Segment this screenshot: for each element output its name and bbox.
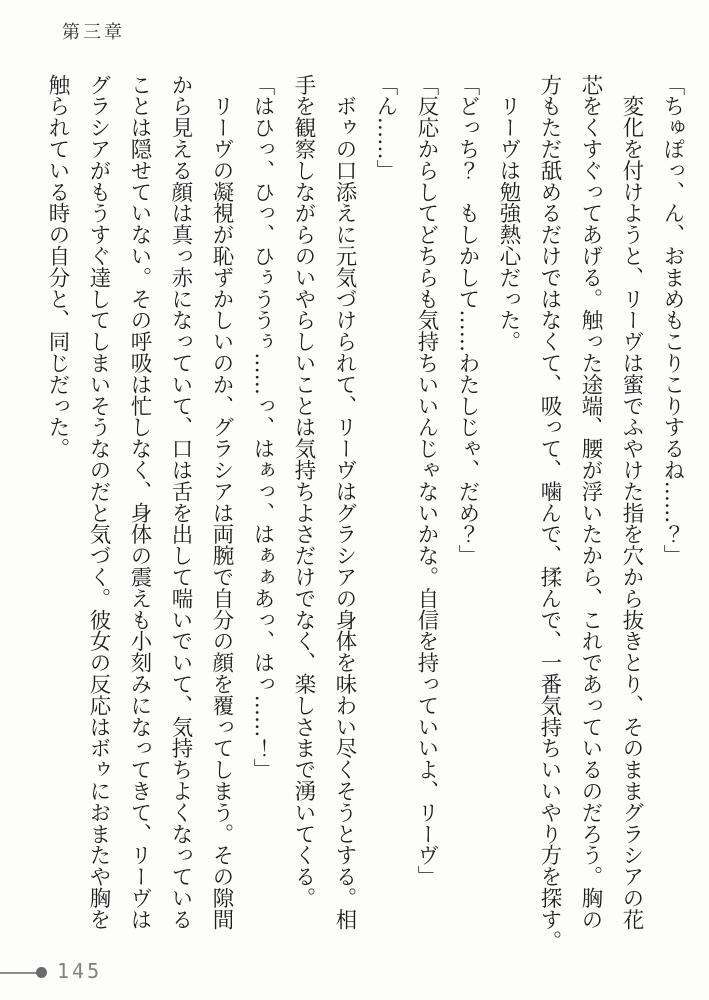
page-number: 145 (57, 959, 103, 983)
chapter-header: 第三章 (62, 22, 125, 43)
text-line: 「反応からしてどちらも気持ちいいんじゃないかな。自信を持っていいよ、リーヴ」 (414, 74, 439, 888)
text-line: 方もただ舐めるだけではなくて、吸って、噛んで、揉んで、一番気持ちいいやり方を探す。 (537, 74, 562, 952)
text-line: ボゥの口添えに元気づけられて、リーヴはグラシアの身体を味わい尽くそうとする。相 (332, 74, 357, 930)
text-line: 変化を付けようと、リーヴは蜜でふやけた指を穴から抜きとり、そのままグラシアの花 (619, 74, 644, 930)
text-line: 「ん……」 (373, 74, 398, 181)
text-line: リーヴの凝視が恥ずかしいのか、グラシアは両腕で自分の顔を覆ってしまう。その隙間 (209, 74, 234, 930)
main-text-block (37, 74, 693, 952)
text-line: グラシアがもうすぐ達してしまいそうなのだと気づく。彼女の反応はボゥにおまたや胸を (86, 74, 111, 930)
footer-rule (0, 972, 38, 974)
text-line: 「どっち？ もしかして……わたしじゃ、だめ？」 (455, 74, 480, 567)
text-line: リーヴは勉強熱心だった。 (496, 74, 521, 353)
text-line: 「はひっ、ひっ、ひぅううぅ……っ、はぁっ、はぁぁあっ、はっ……！」 (250, 74, 275, 781)
text-line: 芯をくすぐってあげる。触った途端、腰が浮いたから、これであっているのだろう。胸の (578, 74, 603, 930)
footer-bullet-icon (36, 967, 47, 978)
text-line: 触られている時の自分と、同じだった。 (45, 74, 70, 460)
text-line: 手を観察しながらのいやらしいことは気持ちよさだけでなく、楽しさまで湧いてくる。 (291, 74, 316, 909)
text-line: ことは隠せていない。その呼吸は忙しなく、身体の震えも小刻みになってきて、リーヴは (127, 74, 152, 930)
text-line: 「ちゅぽっ、ん、おまめもこりこりするね……？」 (660, 74, 685, 567)
text-line: から見える顔は真っ赤になっていて、口は舌を出して喘いでいて、気持ちよくなっている (168, 74, 193, 930)
